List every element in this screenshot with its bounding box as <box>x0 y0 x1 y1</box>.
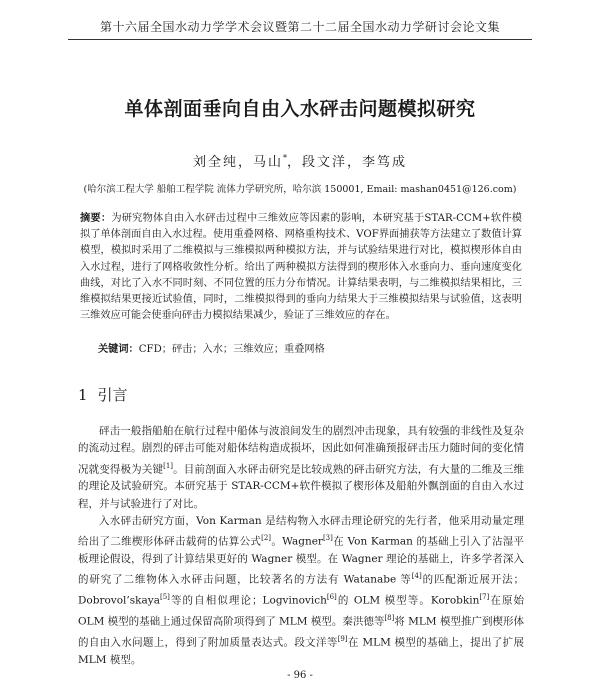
citation-ref: [8] <box>384 613 395 622</box>
paper-title: 单体剖面垂向自由入水砰击问题模拟研究 <box>124 98 476 120</box>
running-header: 第十六届全国水动力学学术会议暨第二十二届全国水动力学研讨会论文集 <box>99 20 500 34</box>
text-segment: 将 MLM 模型推广到楔形体的自由入水问题上，得到了附加质量表达式。段文洋等 <box>78 615 524 649</box>
citation-ref: [9] <box>337 634 348 643</box>
page-number: - 96 - <box>287 670 313 681</box>
keywords-label: 关键词： <box>98 344 139 355</box>
section-number: 1 <box>78 386 88 404</box>
body-paragraph <box>78 513 524 669</box>
citation-ref: [5] <box>159 593 170 602</box>
keywords-text: CFD；砰击；入水；三维效应；重叠网格 <box>138 344 325 355</box>
citation-ref: [2] <box>261 534 272 543</box>
author-separator: ， <box>286 155 302 170</box>
text-segment: 在原始 OLM 模型的基础上通过保留高阶项得到了 MLM 模型。秦洪德等 <box>78 594 525 628</box>
text-segment: 等的自相似理论；Logvinovich <box>169 594 327 607</box>
keywords <box>98 342 522 358</box>
author-name: 刘全纯 <box>192 155 238 170</box>
author-name: 李笃成 <box>362 155 408 170</box>
text-segment: 的匹配渐近展开法；Dobrovol’skaya <box>78 573 524 607</box>
text-segment: 。目前剖面入水砰击研究是比较成熟的砰击研究方法，有大量的二维及三维的理论及试验研究。本研究基于 STAR-CCM+软件模拟了楔形体及船舶外飘剖面的自由入水过程，并与试验进行了对比。 <box>78 463 525 510</box>
section-heading <box>78 384 128 405</box>
body-text <box>78 423 524 669</box>
abstract-text: 为研究物体自由入水砰击过程中三维效应等因素的影响，本研究基于STAR-CCM+软件模拟了单体剖面自由入水过程。使用重叠网格、网格重构技术、VOF界面捕获等方法建立了数值计算模型，模拟时采用了二维模拟与三维模拟两种模拟方法，并与试验结果进行对比，模拟楔形体自由入水过程，进行了网格收敛性分析。给出了两种模拟方法得到的楔形体入水垂向力、垂向速度变化曲线，对比了入水不同时刻、不同位置的压力分布情况。计算结果表明，与二维模拟结果相比，三维模拟结果更接近试验值，同时，二维模拟得到的垂向力结果大于三维模拟结果与试验值，这表明三维效应可能会使垂向砰击力模拟结果减少，验证了三维效应的存在。 <box>80 213 522 322</box>
text-segment: 在 MLM 模型的基础上，提出了扩展 MLM 模型。 <box>78 636 525 666</box>
section-title: 引言 <box>97 386 128 404</box>
author-separator: ， <box>347 155 363 170</box>
abstract-label: 摘要： <box>80 213 112 224</box>
text-segment: 砰击一般指船舶在航行过程中船体与波浪间发生的剧烈冲击现象，具有较强的非线性及复杂的流动过程。剧烈的砰击可能对船体结构造成损坏，因此如何准确预报砰击压力随时间的变化情况就变得极为关键 <box>78 425 524 476</box>
citation-ref: [3] <box>322 534 333 543</box>
text-segment: 。Wagner <box>271 535 323 548</box>
body-paragraph <box>78 423 524 513</box>
author-separator: ， <box>237 155 253 170</box>
citation-ref: [7] <box>479 593 490 602</box>
text-segment: 入水砰击研究方面，Von Karman 是结构物入水砰击理论研究的先行者，他采用动量定理给出了二维楔形体砰击载荷的估算公式 <box>78 514 524 548</box>
abstract <box>80 211 522 324</box>
text-segment: 的 OLM 模型等。Korobkin <box>336 594 480 607</box>
author-name: 马山 <box>252 155 283 170</box>
citation-ref: [6] <box>326 593 337 602</box>
affiliation: (哈尔滨工程大学 船舶工程学院 流体力学研究所，哈尔滨 150001, Email: mashan0451@126.com) <box>83 184 517 195</box>
citation-ref: [1] <box>163 461 174 470</box>
header-rule <box>68 39 532 40</box>
citation-ref: [4] <box>411 572 422 581</box>
author-name: 段文洋 <box>302 155 348 170</box>
author-list <box>0 151 600 170</box>
corresponding-author-mark: * <box>282 153 287 163</box>
text-segment: 在 Von Karman 的基础上引入了沾湿平板理论假设，得到了计算结果更好的 Wagner 模型。在 Wagner 理论的基础上，许多学者深入的研究了二维物体入水砰击问题，比较著名的方法有 Watanabe 等 <box>78 535 524 586</box>
